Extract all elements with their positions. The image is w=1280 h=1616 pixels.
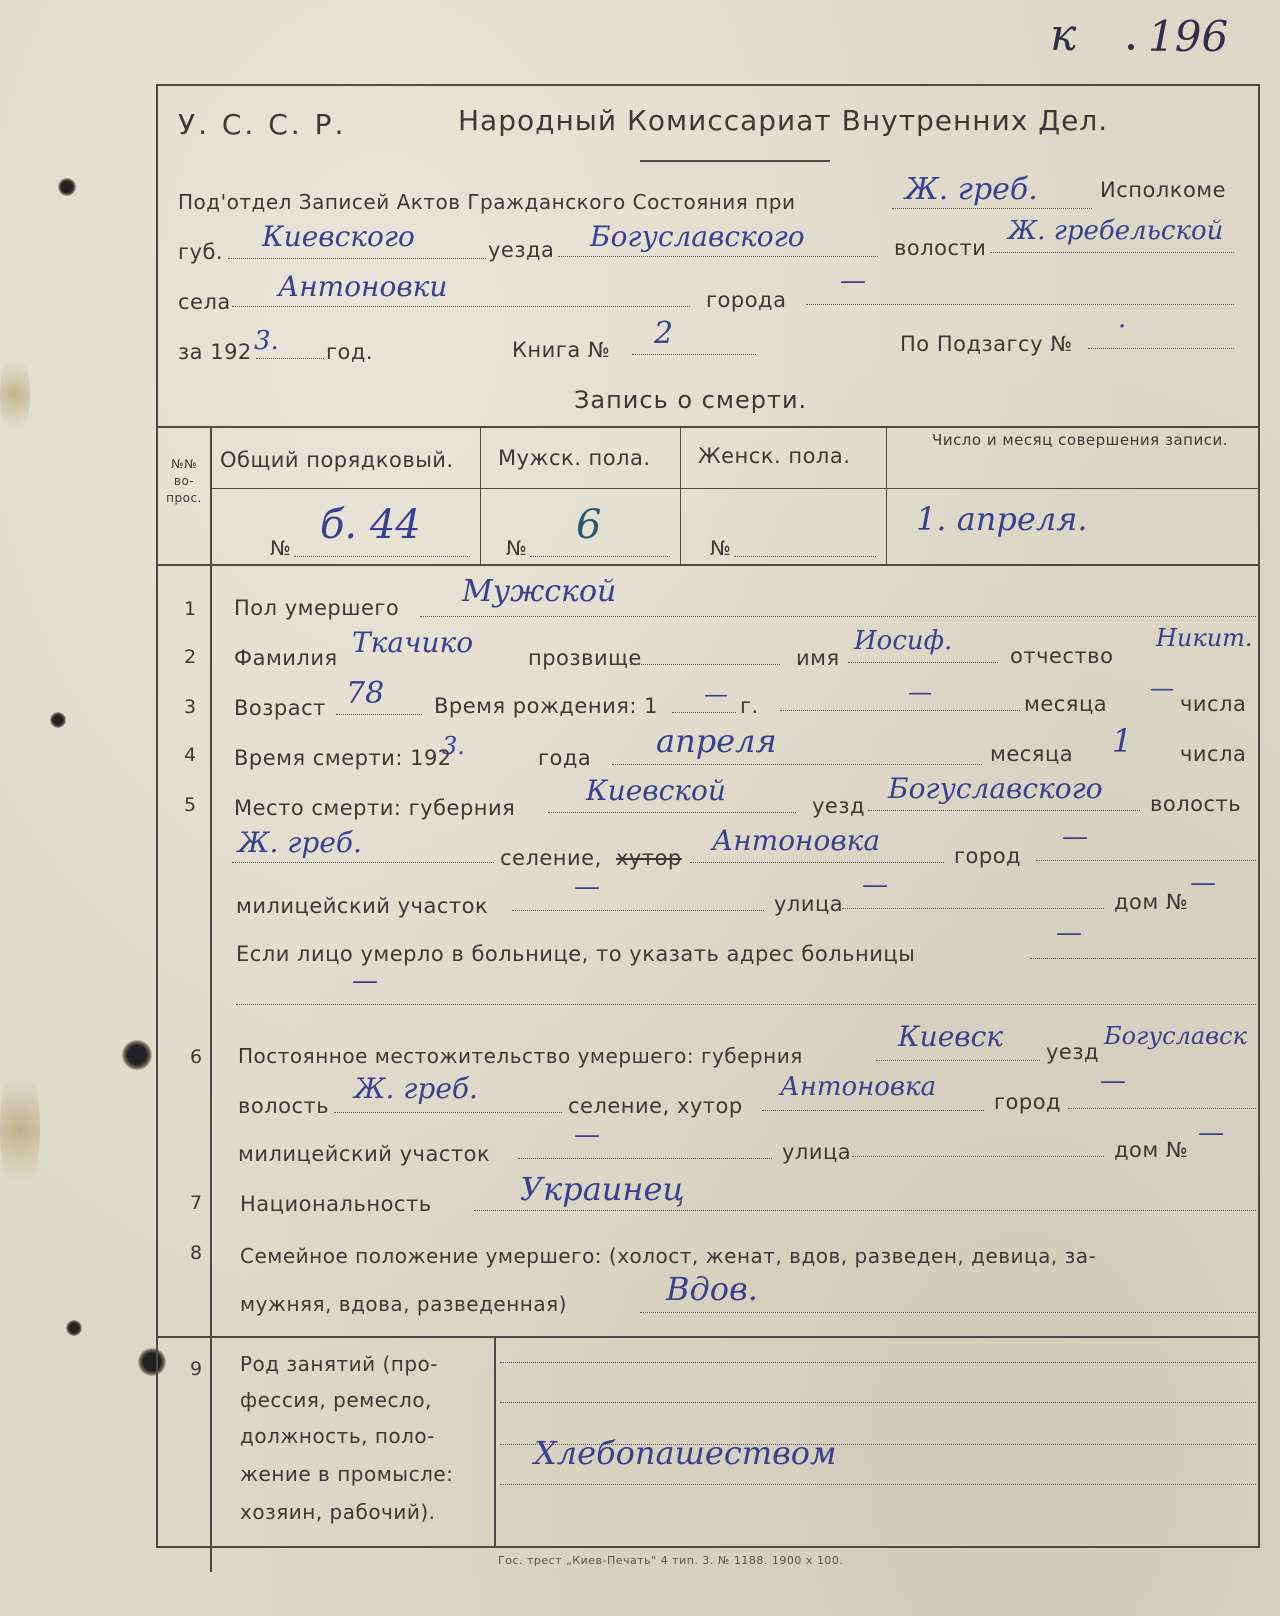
podzags-value: · — [1118, 312, 1127, 342]
patronymic-value: Никит. — [1156, 624, 1253, 652]
res-gub-value: Киевск — [898, 1020, 1003, 1053]
occupation-line — [500, 1484, 1256, 1485]
res-gorod-line — [1068, 1108, 1256, 1109]
archive-number: 196 — [1148, 12, 1229, 61]
birth-day-value: — — [1150, 674, 1174, 702]
uezd-label: уезда — [488, 238, 555, 262]
death-gub-value: Киевской — [586, 774, 726, 807]
table-col-divider — [680, 426, 681, 564]
table-col-divider — [480, 426, 481, 564]
office-ispolkom-line — [892, 208, 1092, 209]
kniga-label: Книга № — [512, 338, 611, 362]
col-date-header: Число и месяц совершения записи. — [932, 431, 1228, 449]
res-militia-value: — — [574, 1120, 600, 1150]
occupation-label-4: жение в промысле: — [240, 1462, 454, 1486]
res-selo-value: Антоновка — [780, 1072, 937, 1102]
kniga-line — [632, 354, 756, 355]
uezd-value: Богуславского — [590, 220, 805, 253]
row-number: 4 — [184, 744, 197, 766]
birth-year-value: — — [704, 680, 728, 708]
table-top-rule — [158, 426, 1258, 428]
female-no-sign: № — [710, 536, 732, 560]
death-month-value: апреля — [656, 722, 777, 760]
res-militia-line — [518, 1158, 772, 1159]
res-volost-value: Ж. греб. — [354, 1072, 478, 1105]
volost-line — [990, 252, 1234, 253]
table-bottom-rule — [158, 564, 1258, 566]
selo-value: Антоновки — [278, 270, 448, 303]
house-value: — — [1190, 868, 1216, 898]
residence-label: Постоянное местожительство умершего: губерния — [238, 1044, 803, 1068]
house-label: дом № — [1114, 890, 1189, 914]
year-label: за 192 — [178, 340, 252, 364]
selo-label: села — [178, 290, 231, 314]
age-line — [336, 714, 422, 715]
nationality-line — [474, 1210, 1256, 1211]
res-street-label: улица — [782, 1140, 852, 1164]
col-nn-header: №№ во- прос. — [166, 457, 202, 505]
birth-day-label: числа — [1180, 692, 1247, 716]
sex-value: Мужской — [462, 574, 617, 609]
patronymic-label: отчество — [1010, 644, 1114, 668]
death-month-label: месяца — [990, 742, 1074, 766]
family-value: Вдов. — [666, 1270, 758, 1308]
row-number: 6 — [190, 1046, 203, 1068]
col-general-header: Общий порядковый. — [220, 448, 454, 472]
gub-line — [228, 258, 486, 259]
death-gub-line — [548, 812, 796, 813]
occupation-label-3: должность, поло- — [240, 1424, 435, 1448]
record-date-value: 1. апреля. — [916, 500, 1088, 538]
militia-label: милицейский участок — [236, 894, 489, 918]
death-volost-label: волость — [1150, 792, 1242, 816]
commissariat-title: Народный Комиссариат Внутренних Дел. — [458, 104, 1109, 137]
death-gorod-label: город — [954, 844, 1022, 868]
occupation-value: Хлебопашеством — [534, 1434, 837, 1472]
death-gorod-value: — — [1062, 822, 1088, 852]
gub-label: губ. — [178, 240, 224, 264]
selo-line — [232, 306, 690, 307]
office-suffix: Исполкоме — [1100, 178, 1227, 202]
age-label: Возраст — [234, 696, 326, 720]
stain — [0, 1060, 40, 1200]
row-number: 1 — [184, 598, 197, 620]
nickname-line — [630, 664, 780, 665]
death-uezd-value: Богуславского — [888, 772, 1103, 805]
punch-hole — [58, 178, 76, 196]
res-gub-line — [876, 1060, 1040, 1061]
archive-letter: к — [1050, 10, 1077, 61]
hospital-line-2 — [236, 1004, 1256, 1005]
death-selo-line — [690, 862, 944, 863]
res-street-line — [852, 1156, 1104, 1157]
general-line — [294, 556, 470, 557]
male-value: 6 — [576, 502, 602, 548]
nationality-value: Украинец — [520, 1170, 685, 1208]
death-khutor-label: хутор — [616, 846, 682, 870]
occupation-label-1: Род занятий (про- — [240, 1352, 439, 1376]
death-selo-value: Антоновка — [712, 824, 881, 857]
res-militia-label: милицейский участок — [238, 1142, 491, 1166]
occupation-line — [500, 1362, 1256, 1363]
nickname-label: прозвище — [528, 646, 642, 670]
col-female-header: Женск. пола. — [698, 444, 851, 468]
family-label-1: Семейное положение умершего: (холост, женат, вдов, разведен, девица, за- — [240, 1244, 1097, 1268]
birth-label: Время рождения: 1 — [434, 694, 658, 718]
death-month-line — [612, 764, 982, 765]
row-number: 9 — [190, 1358, 203, 1380]
street-line — [842, 908, 1104, 909]
death-uezd-line — [868, 810, 1140, 811]
office-ispolkom-value: Ж. греб. — [905, 172, 1038, 207]
birth-g-label: г. — [740, 694, 759, 718]
family-line — [640, 1312, 1256, 1313]
family-label-2: мужняя, вдова, разведенная) — [240, 1292, 567, 1316]
death-place-label: Место смерти: губерния — [234, 796, 516, 820]
sex-label: Пол умершего — [234, 596, 400, 620]
surname-value: Ткачико — [352, 626, 474, 659]
punch-hole — [50, 712, 66, 728]
gorod-value: — — [840, 266, 866, 296]
name-line — [848, 662, 998, 663]
year-line — [256, 358, 324, 359]
death-year-value: 3. — [442, 732, 465, 760]
age-value: 78 — [346, 676, 385, 711]
occupation-divider — [494, 1336, 496, 1548]
general-value: б. 44 — [320, 502, 421, 548]
hospital-value-2: — — [352, 966, 378, 996]
death-uezd-label: уезд — [812, 794, 866, 818]
birth-month-line — [780, 710, 1020, 711]
podzags-line — [1088, 348, 1234, 349]
hospital-value: — — [1056, 918, 1082, 948]
death-selo-label: селение, — [500, 846, 602, 870]
header-rule — [640, 160, 830, 162]
year-value: 3. — [254, 326, 279, 356]
archive-dot — [1128, 44, 1134, 50]
gub-value: Киевского — [262, 220, 415, 253]
birth-year-line — [672, 712, 736, 713]
table-header-rule — [210, 488, 1258, 489]
occupation-label-2: фессия, ремесло, — [240, 1388, 432, 1412]
stain — [0, 350, 30, 440]
militia-value: — — [574, 872, 600, 902]
res-volost-line — [334, 1112, 562, 1113]
res-gorod-label: город — [994, 1090, 1062, 1114]
death-day-label: числа — [1180, 742, 1247, 766]
male-line — [530, 556, 670, 557]
podzags-label: По Подзагсу № — [900, 332, 1073, 356]
gorod-line — [806, 304, 1234, 305]
res-house-label: дом № — [1114, 1138, 1189, 1162]
year-god-label: год. — [326, 340, 374, 364]
hospital-line — [1030, 958, 1256, 959]
name-label: имя — [796, 646, 840, 670]
row-number: 7 — [190, 1192, 203, 1214]
death-volost-value: Ж. греб. — [238, 826, 362, 859]
kniga-value: 2 — [654, 316, 674, 351]
col-male-header: Мужск. пола. — [498, 446, 651, 470]
office-label: Под'отдел Записей Актов Гражданского Состояния при — [178, 190, 796, 214]
name-value: Иосиф. — [854, 626, 953, 656]
table-col-divider — [210, 426, 212, 1572]
res-uezd-value: Богуславск — [1104, 1022, 1247, 1050]
occupation-line — [500, 1402, 1256, 1403]
birth-month-label: месяца — [1024, 692, 1108, 716]
res-volost-label: волость — [238, 1094, 330, 1118]
row-number: 3 — [184, 696, 197, 718]
hospital-label: Если лицо умерло в больнице, то указать адрес больницы — [236, 942, 916, 966]
sex-line — [420, 616, 1256, 617]
volost-value: Ж. гребельской — [1008, 216, 1224, 246]
street-value: — — [862, 870, 888, 900]
res-selo-line — [762, 1110, 984, 1111]
death-year-label: года — [538, 746, 592, 770]
general-no-sign: № — [270, 536, 292, 560]
surname-label: Фамилия — [234, 646, 338, 670]
gorod-label: города — [706, 288, 787, 312]
volost-label: волости — [894, 236, 987, 260]
row-number: 2 — [184, 646, 197, 668]
street-label: улица — [774, 892, 844, 916]
death-gorod-line — [1036, 860, 1256, 861]
death-day-value: 1 — [1112, 722, 1133, 760]
table-col-divider — [886, 426, 887, 564]
punch-hole — [66, 1320, 82, 1336]
militia-line — [512, 910, 764, 911]
male-no-sign: № — [506, 536, 528, 560]
occupation-label-5: хозяин, рабочий). — [240, 1500, 436, 1524]
res-uezd-label: уезд — [1046, 1040, 1100, 1064]
record-title: Запись о смерти. — [574, 386, 808, 414]
punch-hole — [122, 1040, 152, 1070]
death-time-label: Время смерти: 192 — [234, 746, 452, 770]
res-house-value: — — [1198, 1118, 1224, 1148]
printer-footer: Гос. трест „Киев-Печать" 4 тип. 3. № 1188. 1900 x 100. — [498, 1554, 844, 1567]
row-number: 8 — [190, 1242, 203, 1264]
row-number: 5 — [184, 794, 197, 816]
res-selo-label: селение, хутор — [568, 1094, 743, 1118]
res-gorod-value: — — [1100, 1066, 1126, 1096]
death-volost-line — [232, 862, 494, 863]
birth-month-value: — — [908, 678, 932, 706]
occupation-top-rule — [158, 1336, 1258, 1338]
uezd-line — [558, 256, 878, 257]
republic-title: У. С. С. Р. — [178, 108, 347, 141]
nationality-label: Национальность — [240, 1192, 432, 1216]
female-line — [734, 556, 876, 557]
